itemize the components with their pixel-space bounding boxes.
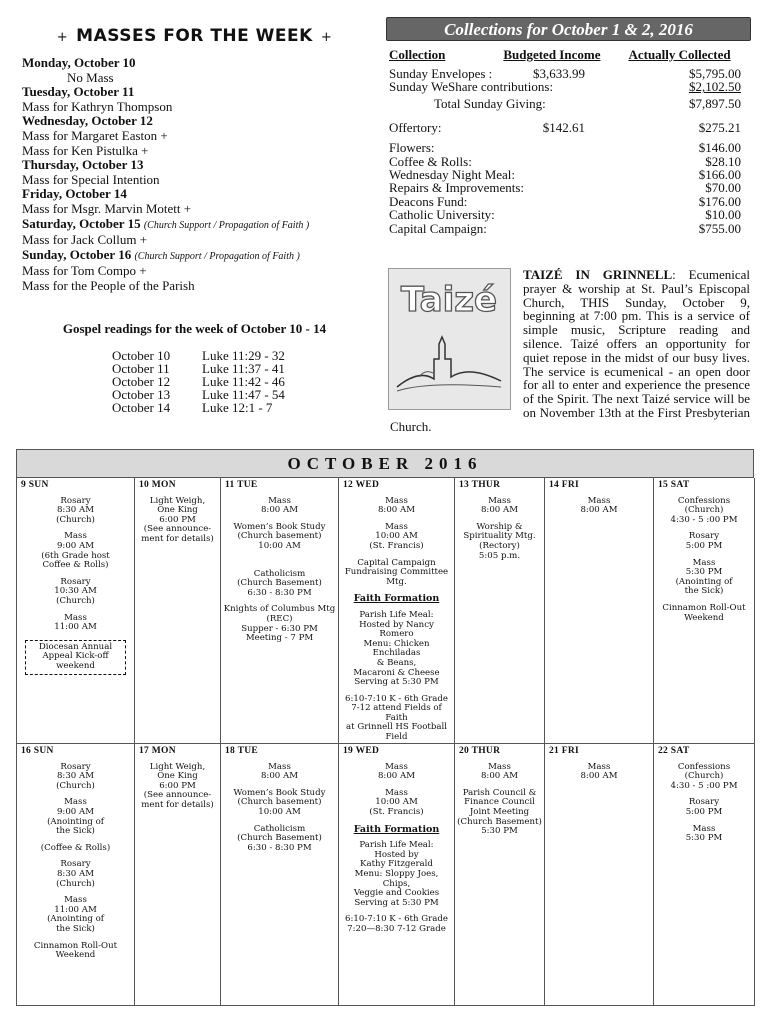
gospel-date: October 10 [112, 348, 171, 363]
calendar-event: (Coffee & Rolls) [40, 842, 111, 853]
calendar-event-boxed: Diocesan Annual Appeal Kick-off weekend [25, 640, 126, 675]
calendar-title: OCTOBER 2016 [16, 449, 754, 477]
calendar-day-header: 12 WED [343, 480, 380, 490]
collection-label: Sunday Envelopes : [389, 66, 493, 81]
calendar-day-header: 15 SAT [658, 480, 690, 490]
calendar-event: 6:10-7:10 K - 6th Grade 7-12 attend Fields of Faith at Grinnell HS Football Field [345, 693, 448, 743]
calendar-event: Light Weigh, One King 6:00 PM (See announce- ment for details) [141, 761, 214, 810]
collection-actual: $275.21 [698, 119, 741, 135]
calendar-day-cell [545, 744, 654, 1006]
collection-actual: $28.10 [705, 153, 741, 169]
calendar-event [221, 559, 338, 563]
collections-title: Collections for October 1 & 2, 2016 [386, 17, 751, 41]
mass-intention: Mass for Jack Collum + [22, 232, 148, 248]
collection-row [386, 168, 751, 181]
gospel-reference: Luke 11:47 - 54 [202, 387, 285, 402]
collection-label: Deacons Fund: [389, 193, 468, 209]
calendar-event: Light Weigh, One King 6:00 PM (See announce- ment for details) [141, 495, 214, 544]
mass-day-heading [22, 85, 367, 100]
calendar-event: Mass 11:00 AM [54, 612, 97, 633]
mass-day-name: Thursday, October 13 [22, 157, 144, 173]
calendar-day-header: 18 TUE [225, 746, 259, 756]
calendar-event: Parish Life Meal: Hosted by Kathy Fitzgerald Menu: Sloppy Joes, Chips, Veggie and Cookies Serving at 5:30 PM [353, 840, 440, 908]
calendar-day-header: 21 FRI [549, 746, 580, 756]
calendar-event: Rosary 8:30 AM (Church) [56, 761, 95, 791]
taize-body: : Ecumenical prayer & worship at St. Paul’s Episcopal Church, THIS Sunday, October 9, beginning at 7:00 pm. This is a service of simple music, Scripture reading and silence. Taizé offers an opportunity for quiet repose in the midst of our busy lives. The service is ecumenical - an open door for all to enter and experience the presence of the Spirit. The next Taizé service will be on November 13th at the First Presbyterian Church. [390, 267, 751, 434]
taize-heading: TAIZÉ IN GRINNELL [523, 267, 673, 282]
mass-day-name: Monday, October 10 [22, 55, 136, 70]
october-calendar [16, 449, 754, 1006]
calendar-event: Faith Formation [353, 823, 440, 835]
calendar-day-header: 13 THUR [459, 480, 501, 490]
calendar-event: Mass 10:00 AM (St. Francis) [369, 521, 424, 551]
collection-row [386, 195, 751, 208]
calendar-event: Faith Formation [353, 593, 440, 605]
collection-actual: $2,102.50 [689, 79, 741, 95]
calendar-event: Mass 8:00 AM [480, 761, 519, 782]
calendar-day-header: 19 WED [343, 746, 380, 756]
calendar-day-header: 11 TUE [225, 480, 258, 490]
calendar-event: Rosary 8:30 AM (Church) [56, 859, 95, 889]
collections-table [386, 67, 751, 235]
collection-row [386, 181, 751, 194]
collection-actual: $7,897.50 [689, 95, 741, 111]
collection-label: Total Sunday Giving: [434, 95, 546, 111]
gospel-date: October 12 [112, 374, 171, 389]
collection-row [386, 155, 751, 168]
mass-intention: Mass for Kathryn Thompson [22, 98, 173, 114]
calendar-event: Rosary 10:30 AM (Church) [54, 576, 97, 606]
gospel-reference: Luke 11:37 - 41 [202, 361, 285, 376]
calendar-event: Rosary 5:00 PM [685, 531, 723, 551]
gospel-section [22, 321, 367, 414]
collection-label: Catholic University: [389, 207, 495, 223]
mass-day-note: (Church Support / Propagation of Faith ) [134, 250, 300, 262]
mass-intention: Mass for the People of the Parish [22, 277, 195, 293]
calendar-day-cell [545, 478, 654, 744]
calendar-event: Mass 5:30 PM (Anointing of the Sick) [675, 557, 733, 597]
mass-day-heading [22, 158, 367, 173]
calendar-event: Mass 10:00 AM (St. Francis) [369, 787, 424, 817]
mass-intention: Mass for Ken Pistulka + [22, 142, 149, 158]
collection-label: Repairs & Improvements: [389, 180, 525, 196]
collection-row [386, 80, 751, 93]
mass-day-heading [22, 187, 367, 202]
calendar-day-header: 22 SAT [658, 746, 690, 756]
mass-day-heading [22, 56, 367, 71]
calendar-event: Confessions (Church) 4:30 - 5 :00 PM [670, 761, 738, 791]
calendar-day-cell [17, 744, 135, 1006]
collection-header: Collection [389, 47, 446, 62]
calendar-day-header: 20 THUR [459, 746, 501, 756]
calendar-event: Women’s Book Study (Church basement) 10:00 AM [233, 521, 326, 551]
calendar-event: Mass 8:00 AM [580, 495, 618, 516]
collection-label: Sunday WeShare contributions: [389, 79, 554, 95]
calendar-event: Rosary 8:30 AM (Church) [56, 495, 95, 525]
calendar-event: Catholicism (Church Basement) 6:30 - 8:30 PM [237, 568, 322, 598]
calendar-day-cell [339, 744, 455, 1006]
calendar-day-header: 17 MON [139, 746, 176, 756]
calendar-event: 6:10-7:10 K - 6th Grade 7:20—8:30 7-12 Grade [345, 914, 448, 934]
calendar-event: Confessions (Church) 4:30 - 5 :00 PM [670, 495, 738, 525]
calendar-event: Mass 11:00 AM (Anointing of the Sick) [47, 895, 104, 934]
calendar-event: Mass 5:30 PM [685, 823, 723, 844]
calendar-day-header: 9 SUN [21, 480, 49, 490]
calendar-day-cell [654, 478, 755, 744]
cross-mark: + [56, 30, 69, 45]
calendar-event: Mass 8:00 AM [480, 495, 519, 516]
calendar-event: Catholicism (Church Basement) 6:30 - 8:30 PM [237, 823, 322, 853]
collection-row [386, 141, 751, 154]
collection-actual: $176.00 [698, 193, 741, 209]
mass-intention: Mass for Tom Compo + [22, 263, 147, 279]
mass-intention: Mass for Special Intention [22, 171, 160, 187]
collection-label: Wednesday Night Meal: [389, 166, 516, 182]
collection-budgeted: $142.61 [542, 119, 585, 135]
calendar-grid [16, 477, 754, 1006]
calendar-day-header: 14 FRI [549, 480, 580, 490]
calendar-event: Parish Council & Finance Council Joint Meeting (Church Basement) 5:30 PM [457, 787, 542, 837]
calendar-event: Parish Life Meal: Hosted by Nancy Romero Menu: Chicken Enchiladas & Beans, Macaroni & Cheese Serving at 5:30 PM [353, 609, 440, 688]
mass-day-name: Tuesday, October 11 [22, 84, 135, 100]
gospel-date: October 14 [112, 400, 171, 415]
collection-row [386, 121, 751, 134]
masses-title-text: MASSES FOR THE WEEK [76, 26, 313, 46]
collection-budgeted: $3,633.99 [533, 66, 585, 81]
calendar-event: Cinnamon Roll-Out Weekend [662, 602, 746, 623]
collection-row [386, 208, 751, 221]
calendar-event: Mass 8:00 AM [260, 495, 299, 516]
calendar-event: Cinnamon Roll-Out Weekend [33, 940, 118, 961]
mass-day-note: (Church Support / Propagation of Faith ) [143, 219, 310, 231]
calendar-event: Worship & Spirituality Mtg. (Rectory) 5:05 p.m. [463, 521, 536, 561]
gospel-date: October 13 [112, 387, 171, 402]
cross-mark: + [320, 30, 333, 45]
masses-list [22, 56, 367, 294]
taize-article [390, 268, 750, 434]
mass-day-name: Friday, October 14 [22, 186, 127, 202]
calendar-event: Mass 8:00 AM [377, 495, 416, 516]
collection-actual: $146.00 [698, 140, 741, 156]
collection-row [386, 222, 751, 235]
collection-label: Offertory: [389, 119, 442, 135]
mass-intention: No Mass [67, 69, 114, 85]
mass-day-name: Sunday, October 16 [22, 246, 132, 262]
mass-day-heading [22, 248, 367, 265]
actual-header: Actually Collected [628, 47, 731, 62]
collection-label: Coffee & Rolls: [389, 153, 472, 169]
calendar-day-cell [135, 478, 221, 744]
mass-intention: Mass for Margaret Easton + [22, 127, 168, 143]
collections-spacer [386, 134, 751, 141]
calendar-event: Capital Campaign Fundraising Committee Mtg. [344, 557, 449, 587]
calendar-event: Women’s Book Study (Church basement) 10:00 AM [233, 787, 326, 817]
collection-row [386, 94, 751, 114]
mass-day-heading [22, 217, 367, 234]
calendar-event: Knights of Columbus Mtg (REC) Supper - 6:30 PM Meeting - 7 PM [223, 604, 336, 644]
gospel-reading-row [22, 388, 367, 401]
gospel-reading-row [22, 401, 367, 414]
gospel-date: October 11 [112, 361, 170, 376]
collection-actual: $166.00 [698, 166, 741, 182]
calendar-day-cell [654, 744, 755, 1006]
gospel-reference: Luke 11:29 - 32 [202, 348, 285, 363]
gospel-title: Gospel readings for the week of October 10 - 14 [62, 321, 327, 336]
calendar-day-cell [339, 478, 455, 744]
mass-intention: Mass for Msgr. Marvin Motett + [22, 200, 192, 216]
mass-day-name: Saturday, October 15 [22, 215, 141, 231]
collection-actual: $70.00 [705, 180, 741, 196]
calendar-day-cell [221, 744, 339, 1006]
collection-label: Flowers: [389, 140, 435, 156]
mass-day-name: Wednesday, October 12 [22, 113, 153, 129]
collections-section [386, 17, 751, 235]
calendar-event: Mass 9:00 AM (6th Grade host Coffee & Rolls) [41, 531, 110, 571]
calendar-day-cell [455, 478, 545, 744]
gospel-list [22, 349, 367, 414]
calendar-day-cell [135, 744, 221, 1006]
collections-header-row [386, 47, 751, 63]
collection-actual: $755.00 [698, 220, 741, 236]
masses-section [22, 26, 367, 294]
taize-logo-word: Taizé [400, 280, 498, 320]
gospel-reading-row [22, 362, 367, 375]
calendar-day-header: 10 MON [139, 480, 176, 490]
budgeted-header: Budgeted Income [503, 47, 601, 62]
mass-day-heading [22, 114, 367, 129]
collection-actual: $5,795.00 [689, 66, 741, 81]
masses-title [22, 26, 367, 46]
calendar-day-cell [221, 478, 339, 744]
calendar-event: Rosary 5:00 PM [685, 797, 723, 817]
calendar-day-header: 16 SUN [21, 746, 54, 756]
calendar-event: Mass 9:00 AM (Anointing of the Sick) [47, 797, 104, 837]
gospel-reference: Luke 12:1 - 7 [202, 400, 273, 415]
collection-row [386, 67, 751, 80]
gospel-reference: Luke 11:42 - 46 [202, 374, 285, 389]
calendar-event: Mass 8:00 AM [260, 761, 299, 782]
collection-actual: $10.00 [705, 207, 741, 223]
calendar-event: Mass 8:00 AM [377, 761, 416, 782]
calendar-event: Mass 8:00 AM [580, 761, 618, 782]
calendar-day-cell [455, 744, 545, 1006]
gospel-reading-row [22, 349, 367, 362]
gospel-reading-row [22, 375, 367, 388]
collection-label: Capital Campaign: [389, 220, 487, 236]
calendar-day-cell [17, 478, 135, 744]
